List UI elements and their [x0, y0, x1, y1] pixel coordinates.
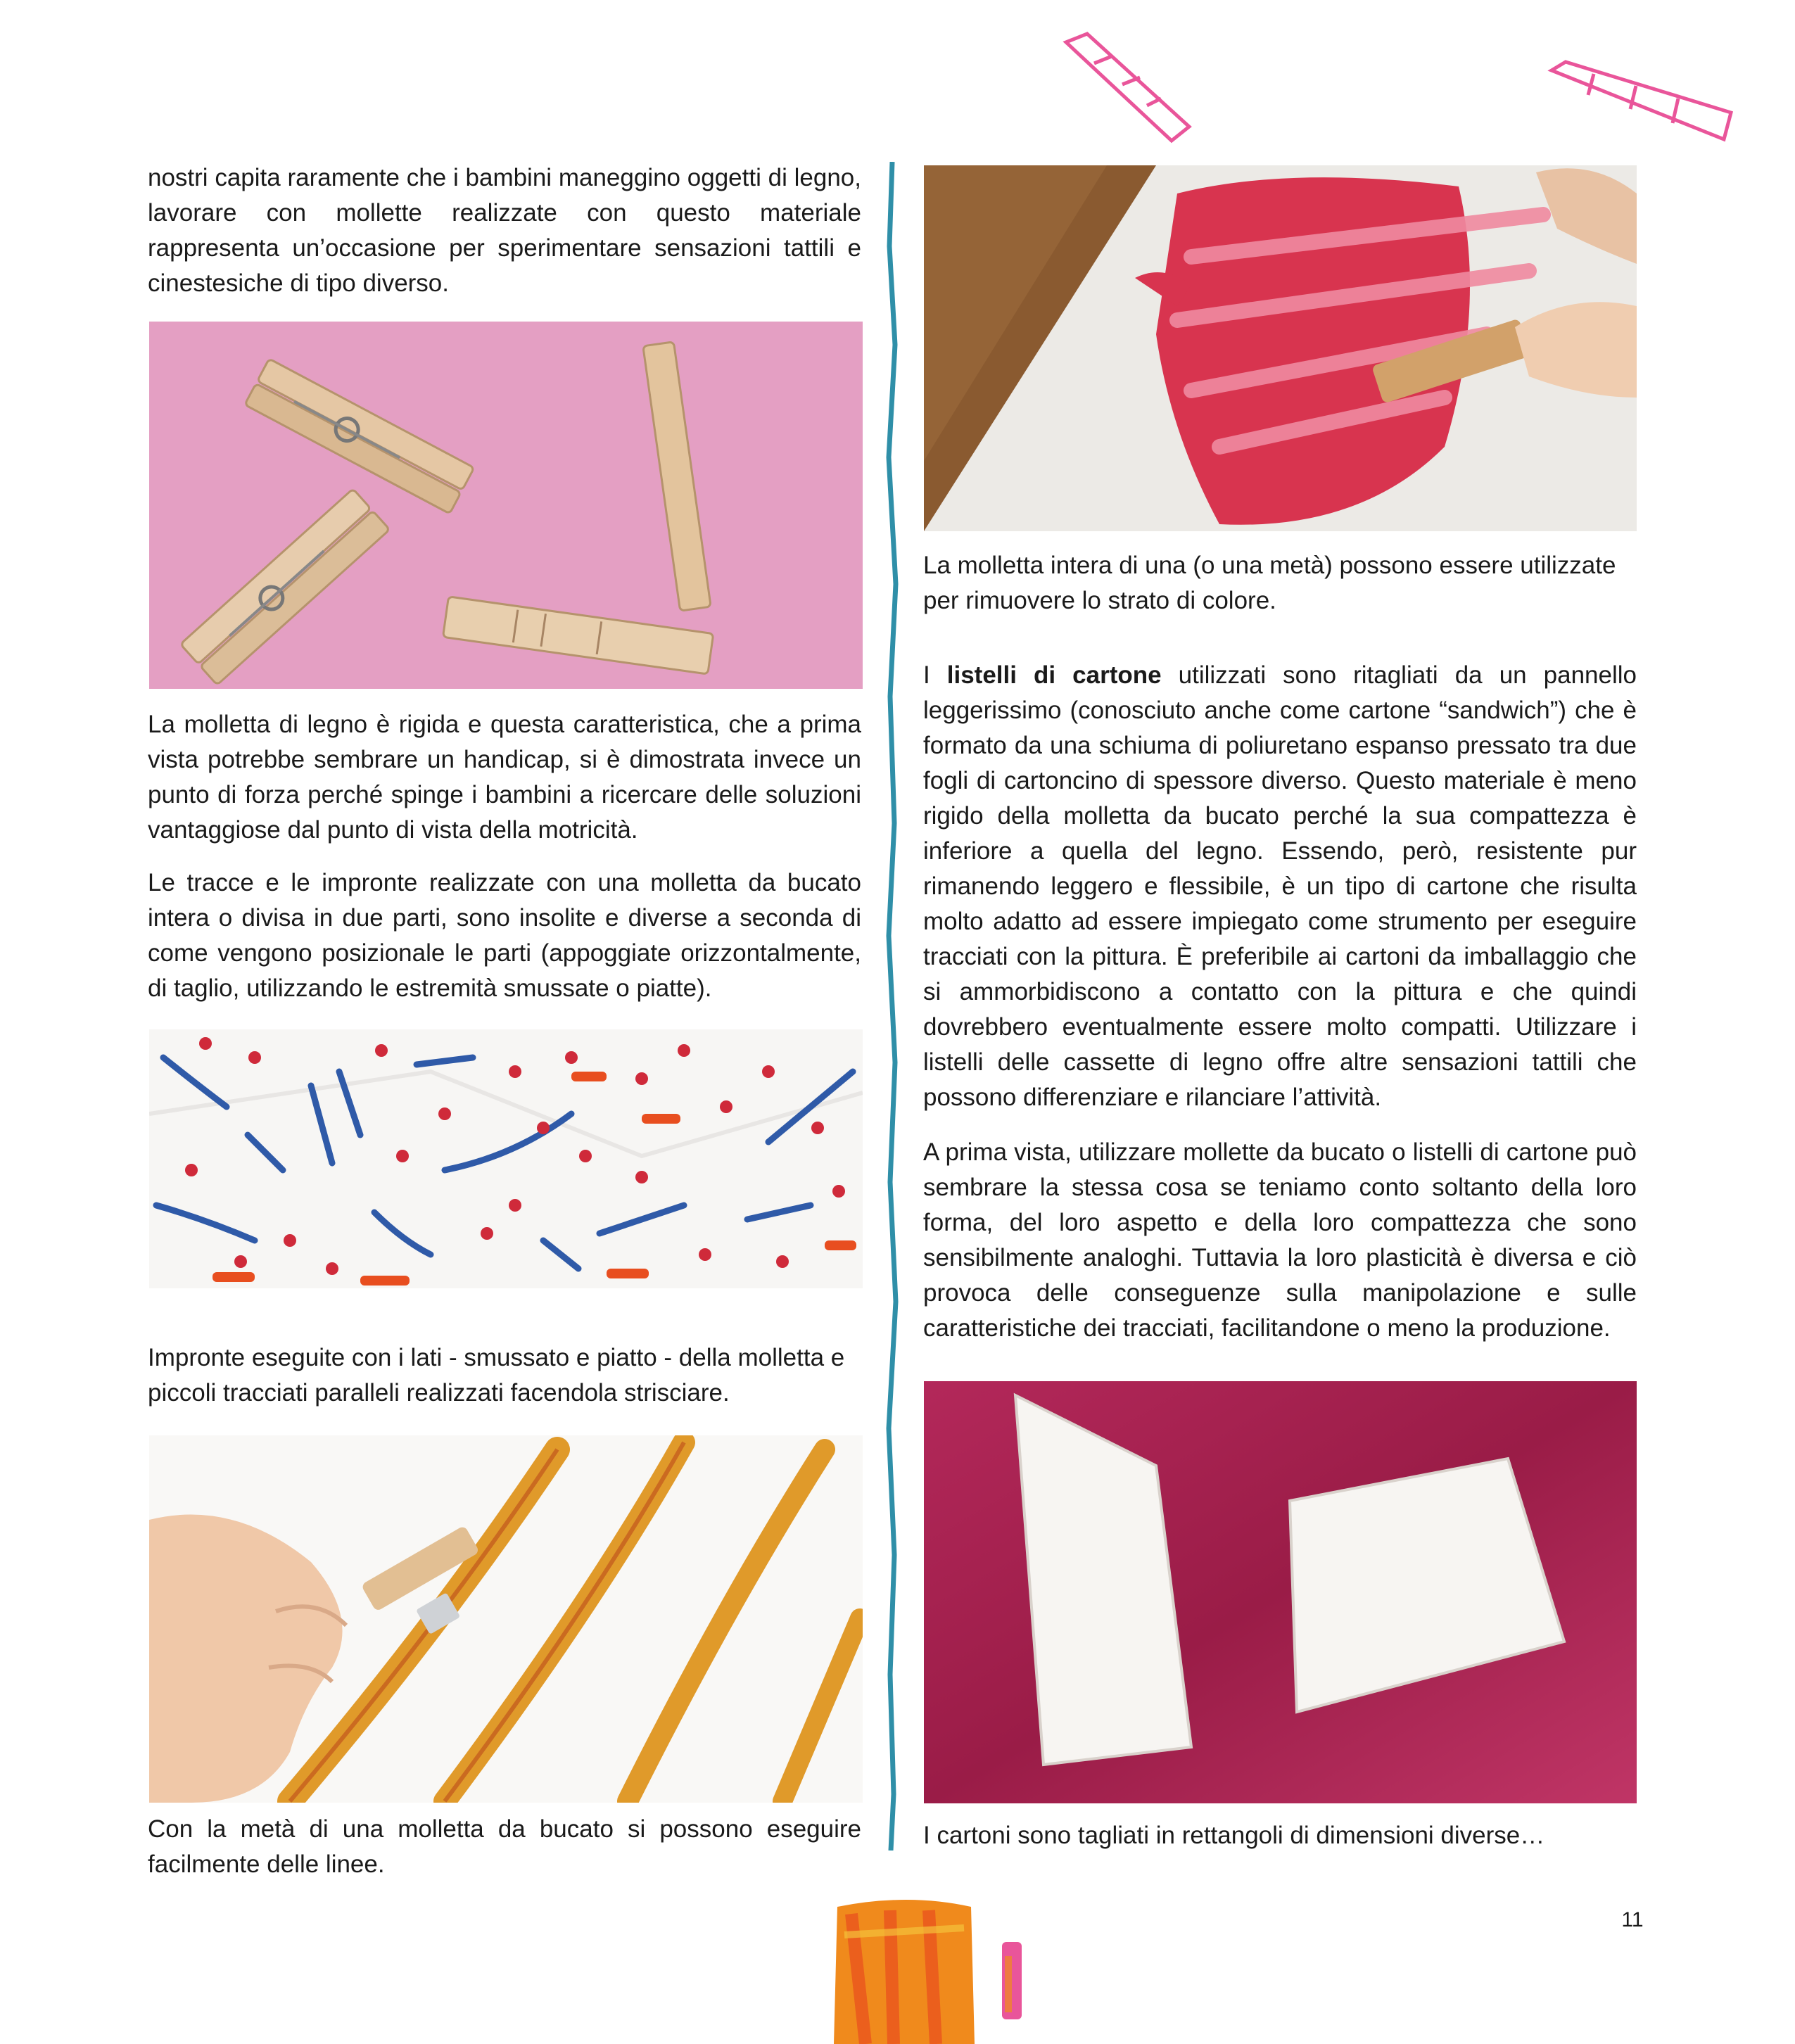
- cardboard-pieces-photo: [924, 1381, 1637, 1803]
- cardboard-strips-paragraph: [923, 658, 1637, 1115]
- imprints-caption: Impronte eseguite con i lati - smussato e piatto - della molletta e piccoli tracciati paralleli realizzati facendola strisciare.: [148, 1344, 845, 1407]
- page-number: 11: [1621, 1908, 1644, 1931]
- clothespin-decoration-icon: [1055, 28, 1196, 148]
- rigid-clothespin-paragraph: La molletta di legno è rigida e questa caratteristica, che a prima vista potrebbe sembrare un handicap, si è dimostrata invece un punto di forza perché spinge i bambini a ricercare delle soluzioni vantaggiose dal punto di vista della motricità.: [148, 711, 861, 844]
- imprints-photo: [149, 1029, 863, 1288]
- paint-removal-photo: [924, 165, 1637, 531]
- column-divider: [878, 162, 906, 1851]
- cardboard-strips-body: utilizzati sono ritagliati da un pannello leggerissimo (conosciuto anche come cartone “sandwich”) che è formato da una schiuma di poliuretano espanso pressato tra due fogli di cartoncino di spessore diverso. Questo materiale è meno rigido della molletta da bucato perché la sua compattezza è inferiore a quella del legno. Essendo, però, resistente pur rimanendo leggero e flessibile, è un tipo di cartone che risulta molto adatto ad essere impiegato come strumento per eseguire tracciati con la pittura. È preferibile ai cartoni da imballaggio che si ammorbidiscono a contatto con la pittura e che quindi dovrebbero eventualmente essere molto compatti. Utilizzare i listelli delle cassette di legno offre altre sensazioni tattili che possono differenziare e rilanciare l’attività.: [923, 661, 1637, 1111]
- paint-stroke-decoration-icon: [998, 1942, 1026, 2019]
- paint-stroke-decoration-icon: [823, 1893, 985, 2044]
- cardboard-strips-term: listelli di cartone: [946, 661, 1162, 689]
- half-clothespin-lines-photo: [149, 1435, 863, 1803]
- intro-paragraph: nostri capita raramente che i bambini maneggino oggetti di legno, lavorare con mollette realizzate con questo materiale rappresenta un’occasione per sperimentare sensazioni tattili e cinestesiche di tipo diverso.: [148, 164, 861, 297]
- half-clothespin-caption: Con la metà di una molletta da bucato si possono eseguire facilmente delle linee.: [148, 1815, 861, 1878]
- clothespins-photo: [149, 322, 863, 689]
- traces-paragraph: Le tracce e le impronte realizzate con una molletta da bucato intera o divisa in due parti, sono insolite e diverse a seconda di come vengono posizionale le parti (appoggiate orizzontalmente, di taglio, utilizzando le estremità smussate o piatte).: [148, 869, 861, 1002]
- comparison-paragraph: A prima vista, utilizzare mollette da bucato o listelli di cartone può sembrare la stessa cosa se teniamo conto soltanto della loro forma, del loro aspetto e della loro compattezza che sono sensibilmente analoghi. Tuttavia la loro plasticità è diversa e ciò provoca delle conseguenze sulla manipolazione e sulle caratteristiche dei tracciati, facilitandone o meno la produzione.: [923, 1138, 1637, 1342]
- cardboard-pieces-caption: I cartoni sono tagliati in rettangoli di dimensioni diverse…: [923, 1822, 1545, 1849]
- paint-removal-caption: La molletta intera di una (o una metà) possono essere utilizzate per rimuovere lo strato di colore.: [923, 552, 1616, 614]
- cardboard-prefix: I: [923, 661, 947, 689]
- clothespin-decoration-icon: [1545, 56, 1734, 148]
